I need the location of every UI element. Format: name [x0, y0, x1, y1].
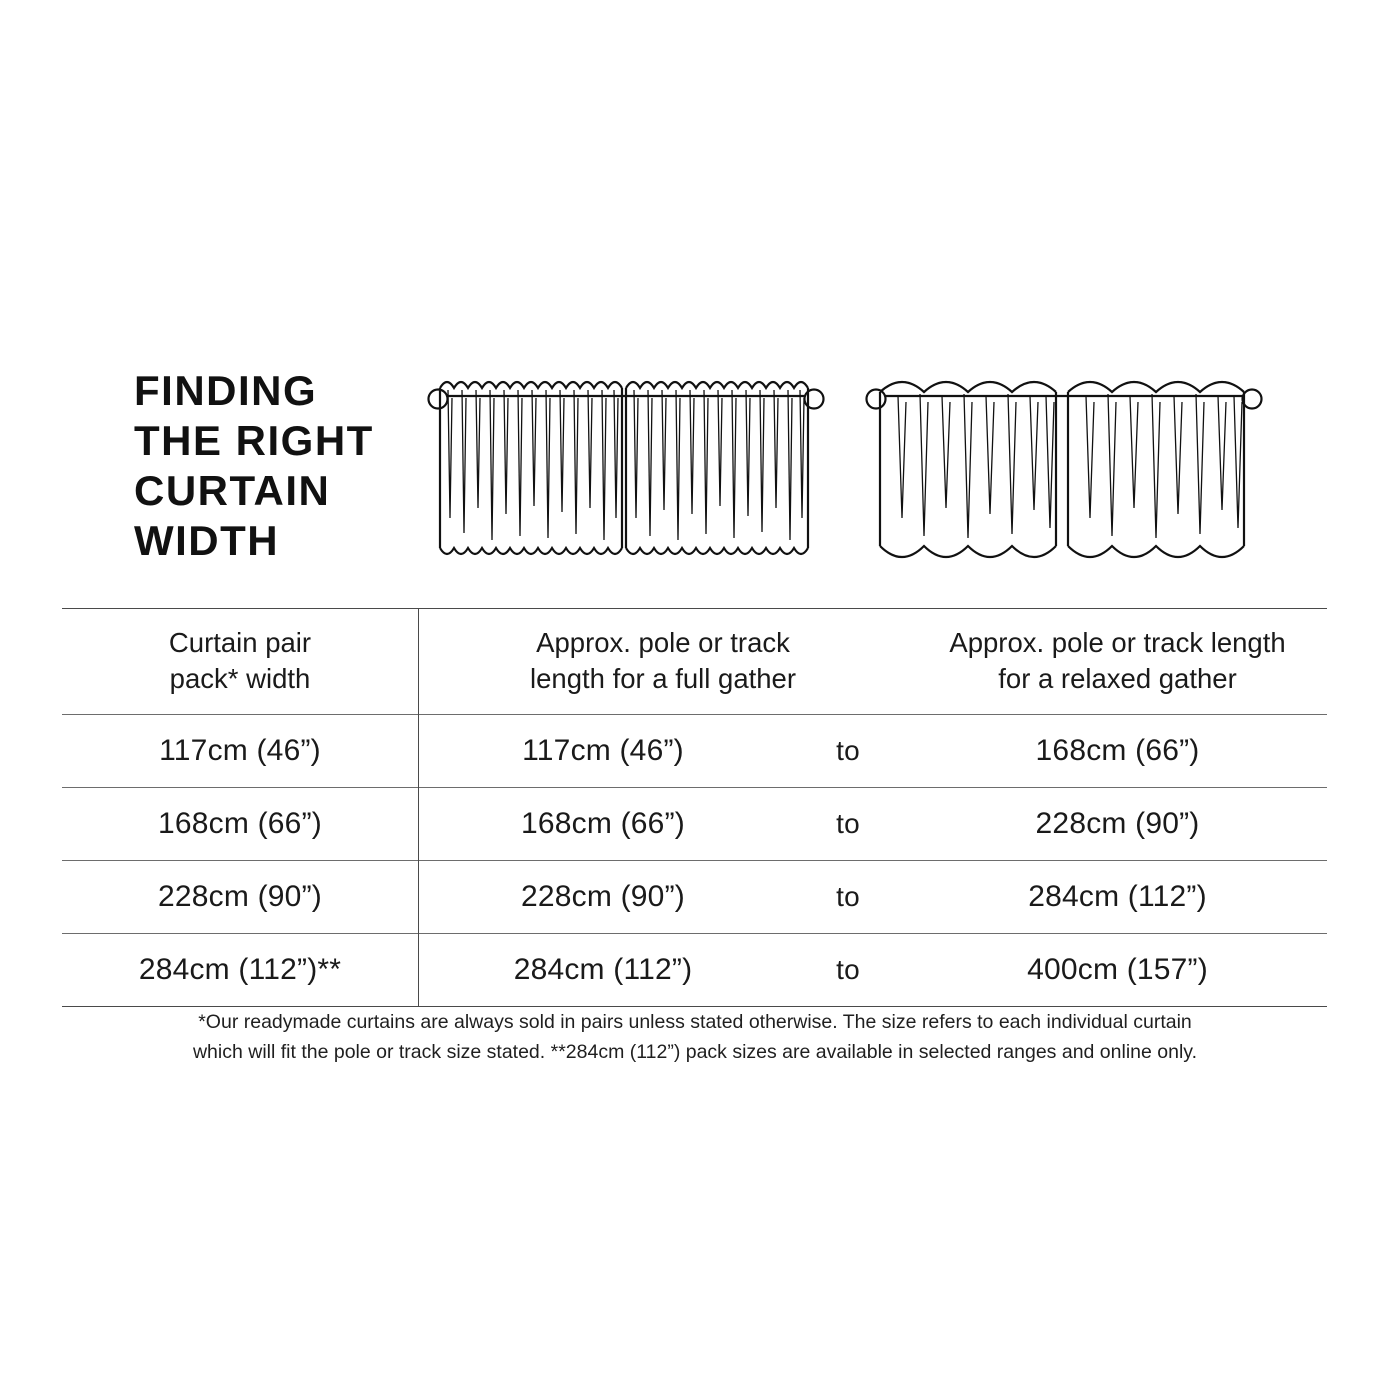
cell-full-gather: 117cm (46”): [522, 733, 684, 767]
cell-full-gather: 284cm (112”): [513, 952, 693, 986]
table-row: [62, 787, 1327, 860]
cell-connector: to: [836, 734, 860, 766]
column-header-pack-width-line2: pack* width: [169, 663, 311, 694]
table-row: [62, 714, 1327, 787]
footnote-line-2: which will fit the pole or track size stated. **284cm (112”) pack sizes are available in selected ranges and online only.: [192, 1040, 1198, 1063]
column-header-pack-width-line1: Curtain pair: [168, 626, 312, 658]
page-title-line-3: CURTAIN: [134, 466, 331, 514]
column-header-relaxed-gather: [908, 608, 1327, 714]
column-header-relaxed-gather-line2: for a relaxed gather: [998, 663, 1237, 694]
cell-relaxed-gather: 228cm (90”): [1035, 806, 1200, 840]
cell-full-gather: 168cm (66”): [521, 806, 685, 840]
footnote: [150, 1008, 1240, 1067]
curtain-width-table: [62, 608, 1327, 1006]
cell-pack-width: 117cm (46”): [159, 733, 321, 767]
cell-relaxed-gather: 168cm (66”): [1035, 733, 1200, 767]
page-title-line-4: WIDTH: [134, 516, 280, 564]
cell-pack-width: 228cm (90”): [158, 879, 322, 913]
column-header-full-gather: [418, 608, 908, 714]
column-header-pack-width: [62, 608, 418, 714]
full-gather-curtain-illustration: [426, 368, 826, 588]
cell-relaxed-gather: 284cm (112”): [1028, 879, 1207, 913]
relaxed-gather-curtain-illustration: [864, 368, 1264, 588]
page-title-line-1: FINDING: [134, 367, 318, 414]
cell-connector: to: [836, 807, 860, 839]
header-block: [62, 360, 1327, 605]
column-header-full-gather-line1: Approx. pole or track: [536, 626, 790, 658]
illustration-group: [392, 360, 1327, 588]
table-row: [62, 860, 1327, 933]
column-header-relaxed-gather-line1: Approx. pole or track length: [949, 626, 1286, 658]
page-title: [62, 360, 392, 566]
cell-pack-width: 284cm (112”)**: [138, 952, 342, 986]
footnote-line-1: *Our readymade curtains are always sold in pairs unless stated otherwise. The size refers to each individual curtain: [198, 1011, 1192, 1033]
column-header-full-gather-line2: length for a full gather: [530, 663, 797, 694]
page-title-line-2: THE RIGHT: [134, 416, 374, 464]
cell-relaxed-gather: 400cm (157”): [1027, 952, 1208, 986]
cell-connector: to: [836, 953, 860, 985]
table-rule-bottom: [62, 1006, 1327, 1007]
cell-full-gather: 228cm (90”): [521, 879, 685, 913]
table-header-row: [62, 608, 1327, 714]
cell-connector: to: [836, 880, 860, 912]
table-row: [62, 933, 1327, 1006]
cell-pack-width: 168cm (66”): [158, 806, 322, 840]
